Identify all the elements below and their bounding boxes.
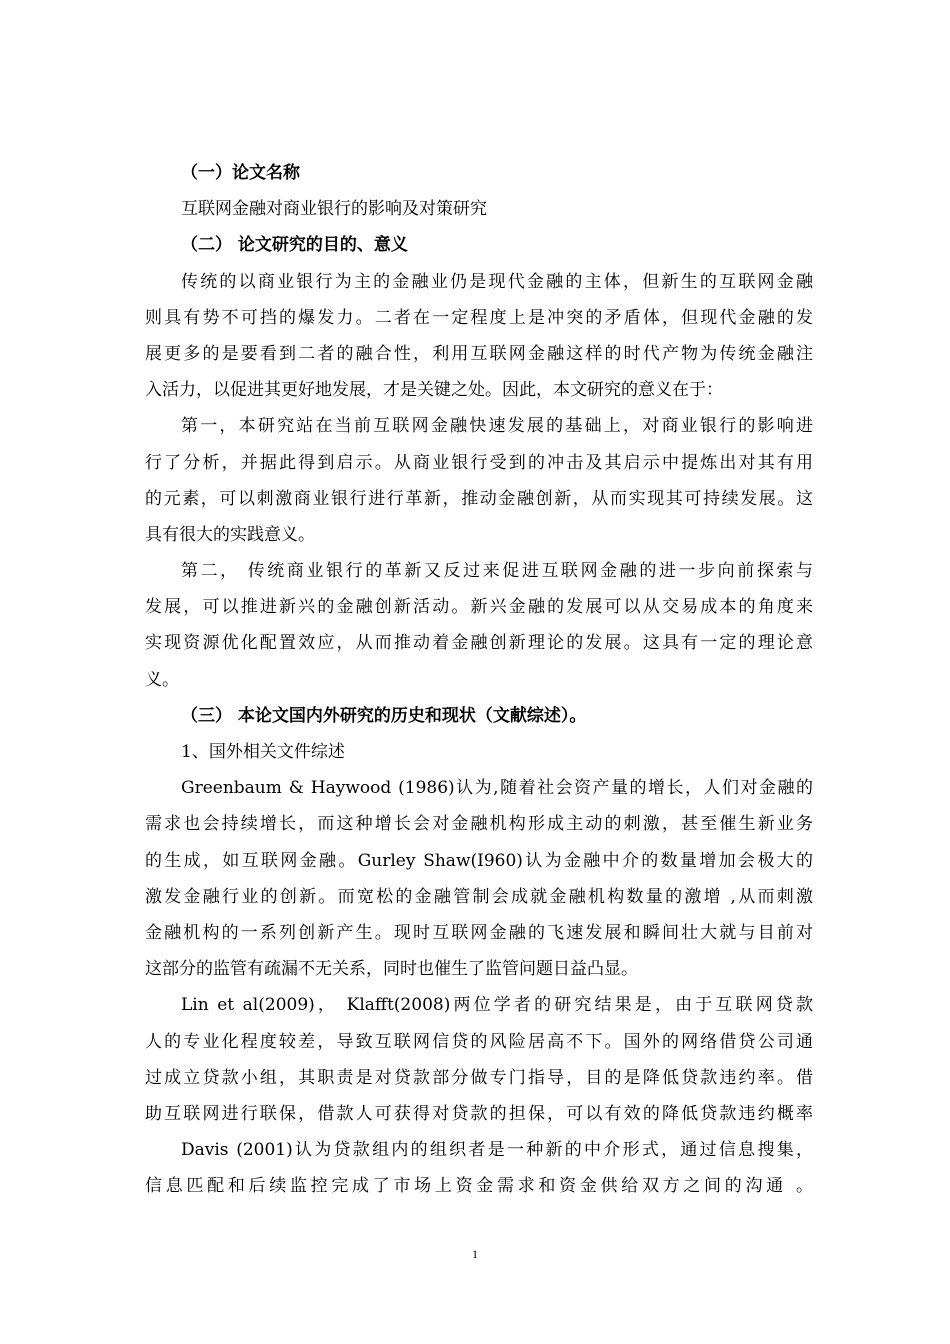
paragraph-line: 入活力，以促进其更好地发展，才是关键之处。因此，本文研究的意义在于： (145, 380, 723, 401)
section-heading-purpose: （二） 论文研究的目的、意义 (181, 235, 408, 256)
paragraph-line: 信息匹配和后续监控完成了市场上资金需求和资金供给双方之间的沟通 。 (145, 1176, 813, 1197)
document-body (145, 155, 813, 1204)
thesis-title: 互联网金融对商业银行的影响及对策研究 (181, 199, 487, 220)
subsection-heading-foreign: 1、国外相关文件综述 (181, 742, 345, 762)
paragraph-line: 具有很大的实践意义。 (145, 524, 315, 545)
paragraph-line: 展更多的是要看到二者的融合性，利用互联网金融这样的时代产物为传统金融注 (145, 343, 813, 364)
paragraph-line: 这部分的监管有疏漏不无关系，同时也催生了监管问题日益凸显。 (145, 959, 638, 980)
paragraph-line: 发展，可以推进新兴的金融创新活动。新兴金融的发展可以从交易成本的角度来 (145, 597, 813, 618)
paragraph-line: 助互联网进行联保，借款人可获得对贷款的担保，可以有效的降低贷款违约概率 (145, 1103, 813, 1124)
paragraph-line: 行了分析，并据此得到启示。从商业银行受到的冲击及其启示中提炼出对其有用 (145, 452, 813, 473)
paragraph-line: 金融机构的一系列创新产生。现时互联网金融的飞速发展和瞬间壮大就与目前对 (145, 922, 813, 943)
paragraph-line: Lin et al(2009)， Klafft(2008)两位学者的研究结果是，由于互联网贷款 (181, 995, 813, 1016)
page-number: 1 (472, 1247, 478, 1261)
paragraph-line: 的生成，如互联网金融。Gurley Shaw(I960)认为金融中介的数量增加会极大的 (145, 850, 813, 871)
paragraph-line: 传统的以商业银行为主的金融业仍是现代金融的主体，但新生的互联网金融 (181, 271, 813, 292)
paragraph-line: 的元素，可以刺激商业银行进行革新，推动金融创新，从而实现其可持续发展。这 (145, 488, 813, 509)
paragraph-line: 实现资源优化配置效应，从而推动着金融创新理论的发展。这具有一定的理论意 (145, 633, 813, 654)
paragraph-line: Greenbaum & Haywood (1986)认为,随着社会资产量的增长，人们对金融的 (181, 778, 813, 799)
paragraph-line: 激发金融行业的创新。而宽松的金融管制会成就金融机构数量的激增 ,从而刺激 (145, 886, 813, 907)
paragraph-line: 需求也会持续增长，而这种增长会对金融机构形成主动的刺激，甚至催生新业务 (145, 814, 813, 835)
paragraph-line: 人的专业化程度较差，导致互联网信贷的风险居高不下。国外的网络借贷公司通 (145, 1031, 813, 1052)
section-heading-literature-review: （三） 本论文国内外研究的历史和现状（文献综述）。 (181, 705, 587, 726)
paragraph-line: 则具有势不可挡的爆发力。二者在一定程度上是冲突的矛盾体，但现代金融的发 (145, 307, 813, 328)
paragraph-line: 过成立贷款小组，其职责是对贷款部分做专门指导，目的是降低贷款违约率。借 (145, 1067, 813, 1088)
paragraph-line: 义。 (145, 669, 179, 690)
paragraph-line: Davis (2001)认为贷款组内的组织者是一种新的中介形式，通过信息搜集， (181, 1140, 813, 1161)
paragraph-line: 第一，本研究站在当前互联网金融快速发展的基础上，对商业银行的影响进 (181, 416, 813, 437)
paragraph-line: 第二， 传统商业银行的革新又反过来促进互联网金融的进一步向前探索与 (181, 561, 813, 582)
section-heading-thesis-title: （一）论文名称 (181, 163, 300, 183)
